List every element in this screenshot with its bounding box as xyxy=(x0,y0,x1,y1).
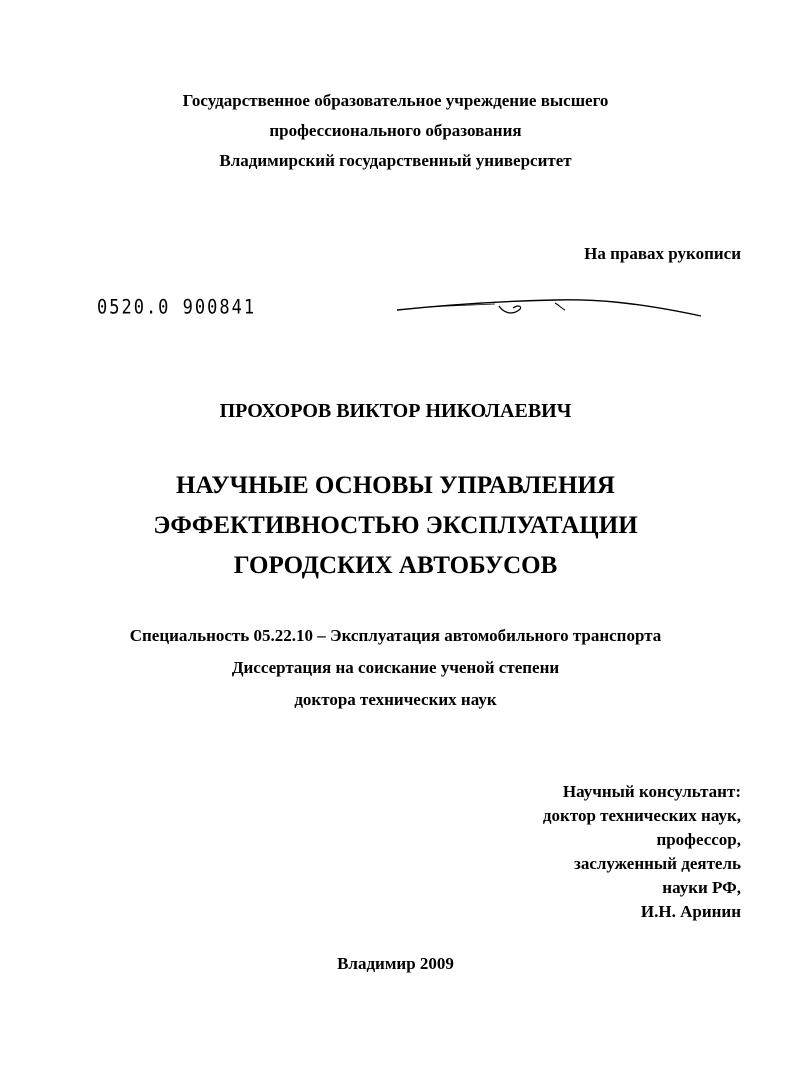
specialty-block xyxy=(0,620,791,716)
institution-line-2: профессионального образования xyxy=(269,121,522,140)
institution-header xyxy=(0,86,791,176)
consultant-line-4: заслуженный деятель xyxy=(573,854,741,873)
dissertation-title xyxy=(0,466,791,586)
consultant-line-5: науки РФ, xyxy=(662,878,741,897)
title-line-1: НАУЧНЫЕ ОСНОВЫ УПРАВЛЕНИЯ xyxy=(176,472,615,499)
library-stamp-number: 0520.0 900841 xyxy=(97,296,257,319)
specialty-line-1: Специальность 05.22.10 – Эксплуатация автомобильного транспорта xyxy=(129,626,662,645)
institution-line-3: Владимирский государственный университет xyxy=(219,151,572,170)
institution-line-1: Государственное образовательное учреждение высшего xyxy=(182,91,609,110)
title-line-2: ЭФФЕКТИВНОСТЬЮ ЭКСПЛУАТАЦИИ xyxy=(153,512,638,539)
consultant-line-6: И.Н. Аринин xyxy=(640,902,741,921)
specialty-line-2: Диссертация на соискание ученой степени xyxy=(231,658,560,677)
author-name: ПРОХОРОВ ВИКТОР НИКОЛАЕВИЧ xyxy=(219,400,572,422)
consultant-block xyxy=(543,780,741,924)
specialty-line-3: доктора технических наук xyxy=(294,690,497,709)
rights-note: На правах рукописи xyxy=(584,244,741,263)
signature-mark xyxy=(395,292,705,331)
city-year: Владимир 2009 xyxy=(337,954,454,973)
consultant-line-2: доктор технических наук, xyxy=(542,806,741,825)
consultant-line-3: профессор, xyxy=(656,830,741,849)
consultant-line-1: Научный консультант: xyxy=(562,782,741,801)
title-line-3: ГОРОДСКИХ АВТОБУСОВ xyxy=(233,552,558,579)
